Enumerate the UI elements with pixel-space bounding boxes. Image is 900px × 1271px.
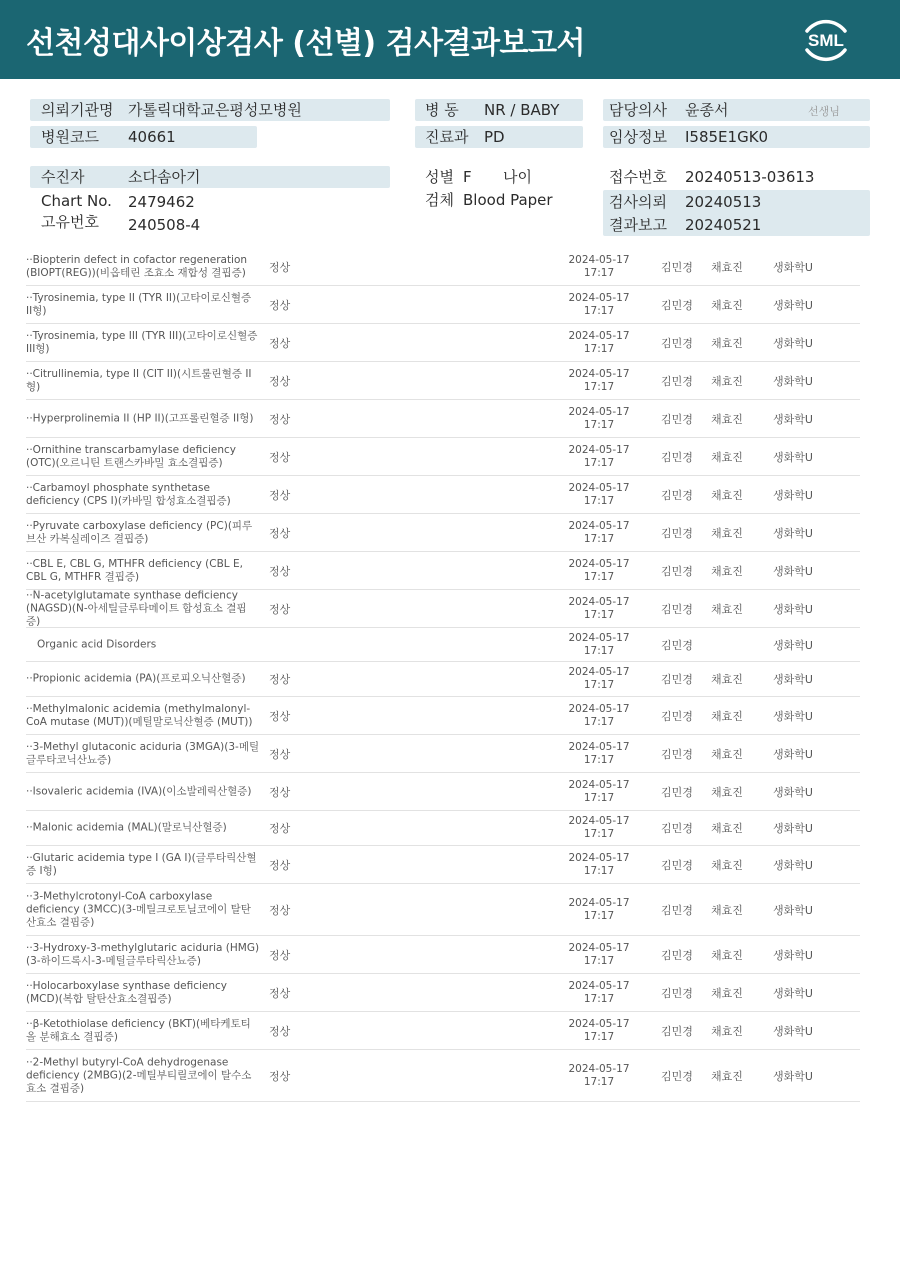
test-name: ··Ornithine transcarbamylase deficiency (OTC)(오르니틴 트랜스카바밀 효소결핍증) [26,443,236,469]
reviewer-name: 채효진 [711,564,743,578]
test-datetime [563,1063,635,1089]
test-date: 2024-05-17 [568,557,630,570]
test-datetime [563,703,635,729]
receipt-label: 접수번호 [609,168,667,186]
test-date: 2024-05-17 [568,481,630,494]
test-result: 정상 [269,602,291,616]
doctor-suffix: 선생님 [808,105,840,118]
test-section: 생화학U [773,450,813,464]
reviewer-name: 채효진 [711,709,743,723]
test-name: ··Isovaleric acidemia (IVA)(이소발레릭산혈증) [26,785,252,797]
table-row [26,248,860,286]
unique-label: 고유번호 [41,213,99,231]
test-name: ··Propionic acidemia (PA)(프로피오닉산혈증) [26,672,246,685]
table-row [26,697,860,735]
table-row [26,476,860,514]
sex-label: 성별 [425,168,454,186]
test-section: 생화학U [773,298,813,312]
test-time: 17:17 [583,418,615,431]
table-row [26,514,860,552]
report-value: 20240521 [685,216,762,234]
examiner-name: 김민경 [661,673,693,686]
table-row [26,662,860,697]
reviewer-name: 채효진 [711,412,743,426]
receipt-value: 20240513-03613 [685,168,815,186]
test-datetime [563,897,635,923]
test-datetime [563,558,635,584]
table-row [26,286,860,324]
test-date: 2024-05-17 [568,443,630,456]
test-date: 2024-05-17 [568,778,630,791]
test-time: 17:17 [583,456,615,469]
test-section: 생화학U [773,526,813,540]
test-datetime [563,596,635,622]
test-name: ··Hyperprolinemia II (HP II)(고프롤린혈증 II형) [26,412,254,424]
test-time: 17:17 [583,753,615,766]
examiner-name: 김민경 [661,564,693,578]
test-datetime [563,368,635,394]
test-datetime [563,779,635,805]
test-date: 2024-05-17 [568,519,630,532]
examiner-name: 김민경 [661,450,693,464]
table-row [26,773,860,811]
test-result: 정상 [269,673,291,686]
test-section: 생화학U [773,336,813,350]
test-section: 생화학U [773,673,813,686]
table-row [26,1050,860,1102]
examiner-name: 김민경 [661,374,693,388]
hospital-code-label: 병원코드 [41,128,99,146]
test-name: ··Tyrosinemia, type III (TYR III)(고타이로신혈증 III형) [26,329,258,355]
examiner-name: 김민경 [661,526,693,540]
test-datetime [563,520,635,546]
test-result: 정상 [269,298,291,312]
test-section: 생화학U [773,822,813,835]
age-label: 나이 [503,168,532,186]
sml-logo [799,13,853,67]
test-name: ··Citrullinemia, type II (CIT II)(시트룰린혈증 II형) [26,367,252,393]
test-result: 정상 [269,564,291,578]
test-time: 17:17 [583,791,615,804]
test-result: 정상 [269,260,291,274]
results-table [26,248,860,1102]
test-date: 2024-05-17 [568,740,630,753]
examiner-name: 김민경 [661,1024,693,1038]
test-section: 생화학U [773,747,813,761]
examiner-name: 김민경 [661,1069,693,1083]
test-name: ··Malonic acidemia (MAL)(말로닉산혈증) [26,821,227,834]
chart-value: 2479462 [128,193,195,211]
reviewer-name: 채효진 [711,986,743,1000]
specimen-value: Blood Paper [463,191,553,209]
examiner-name: 김민경 [661,785,693,799]
test-date: 2024-05-17 [568,291,630,304]
examiner-name: 김민경 [661,488,693,502]
test-time: 17:17 [583,992,615,1005]
ward-label: 병 동 [425,101,459,119]
reviewer-name: 채효진 [711,673,743,686]
test-result: 정상 [269,336,291,350]
request-label: 검사의뢰 [609,193,667,211]
test-result: 정상 [269,374,291,388]
test-time: 17:17 [583,266,615,279]
reviewer-name: 채효진 [711,336,743,350]
test-datetime [563,330,635,356]
test-result: 정상 [269,948,291,962]
table-row [26,324,860,362]
patient-label: 수진자 [41,168,85,186]
test-date: 2024-05-17 [568,367,630,380]
test-time: 17:17 [583,342,615,355]
sex-value: F [463,168,472,186]
test-section: 생화학U [773,564,813,578]
test-date: 2024-05-17 [568,329,630,342]
reviewer-name: 채효진 [711,298,743,312]
table-row [26,400,860,438]
test-name: ··Tyrosinemia, type II (TYR II)(고타이로신혈증 II형) [26,291,252,317]
test-name: ··2-Methyl butyryl-CoA dehydrogenase deficiency (2MBG)(2-메틸부티릴코에이 탈수소효소 결핍증) [26,1056,252,1094]
logo-text: SML [808,31,844,50]
test-datetime [563,482,635,508]
test-result: 정상 [269,1024,291,1038]
test-result: 정상 [269,747,291,761]
test-time: 17:17 [583,380,615,393]
dept-value: PD [484,128,505,146]
test-time: 17:17 [583,532,615,545]
test-result: 정상 [269,822,291,835]
test-section: 생화학U [773,709,813,723]
test-section: 생화학U [773,1024,813,1038]
reviewer-name: 채효진 [711,858,743,872]
unique-value: 240508-4 [128,216,201,234]
table-row [26,552,860,590]
test-datetime [563,852,635,878]
test-name: ··Holocarboxylase synthase deficiency (MCD)(복합 탈탄산효소결핍증) [26,979,228,1005]
examiner-name: 김민경 [661,903,693,917]
reviewer-name: 채효진 [711,785,743,799]
reviewer-name: 채효진 [711,1069,743,1083]
clinical-value: I585E1GK0 [685,128,769,146]
test-name: ··3-Methyl glutaconic aciduria (3MGA)(3-메틸글루타코닉산뇨증) [26,740,260,766]
examiner-name: 김민경 [661,336,693,350]
table-row [26,590,860,628]
examiner-name: 김민경 [661,298,693,312]
test-date: 2024-05-17 [568,595,630,608]
clinical-label: 임상정보 [609,128,667,146]
test-section: 생화학U [773,858,813,872]
table-row [26,846,860,884]
test-name: Organic acid Disorders [37,638,157,650]
test-result: 정상 [269,526,291,540]
test-name: ··Carbamoyl phosphate synthetase deficiency (CPS I)(카바밀 합성효소결핍증) [26,481,231,507]
specimen-label: 검체 [425,191,454,209]
test-name: ··CBL E, CBL G, MTHFR deficiency (CBL E, CBL G, MTHFR 결핍증) [26,557,243,583]
test-result: 정상 [269,903,291,917]
test-section: 생화학U [773,986,813,1000]
reviewer-name: 채효진 [711,488,743,502]
test-section: 생화학U [773,903,813,917]
test-section: 생화학U [773,1069,813,1083]
examiner-name: 김민경 [661,638,693,652]
test-time: 17:17 [583,644,615,657]
test-datetime [563,254,635,280]
reviewer-name: 채효진 [711,450,743,464]
test-time: 17:17 [583,679,615,691]
examiner-name: 김민경 [661,948,693,962]
test-time: 17:17 [583,570,615,583]
test-datetime [563,815,635,841]
doctor-value: 윤종서 [685,101,729,119]
reviewer-name: 채효진 [711,747,743,761]
ward-value: NR / BABY [484,101,560,119]
test-section: 생화학U [773,638,813,652]
test-section: 생화학U [773,948,813,962]
test-name: ··3-Methylcrotonyl-CoA carboxylase deficiency (3MCC)(3-메틸크로토닐코에이 탈탄산효소 결핍증) [26,890,251,928]
reviewer-name: 채효진 [711,1024,743,1038]
test-time: 17:17 [583,1030,615,1043]
examiner-name: 김민경 [661,747,693,761]
reviewer-name: 채효진 [711,822,743,835]
test-name: ··Glutaric acidemia type I (GA I)(글루타릭산혈증 I형) [26,851,257,877]
examiner-name: 김민경 [661,412,693,426]
test-name: ··N-acetylglutamate synthase deficiency (NAGSD)(N-아세틸글루타메이트 합성효소 결핍증) [26,589,247,627]
test-section: 생화학U [773,412,813,426]
examiner-name: 김민경 [661,602,693,616]
test-time: 17:17 [583,954,615,967]
test-section: 생화학U [773,785,813,799]
table-row [26,884,860,936]
report-header [0,0,900,79]
test-date: 2024-05-17 [568,851,630,864]
test-time: 17:17 [583,909,615,922]
test-result: 정상 [269,986,291,1000]
request-value: 20240513 [685,193,762,211]
test-time: 17:17 [583,608,615,621]
examiner-name: 김민경 [661,858,693,872]
test-time: 17:17 [583,304,615,317]
reviewer-name: 채효진 [711,948,743,962]
test-datetime [563,444,635,470]
test-datetime [563,632,635,658]
table-row [26,438,860,476]
test-result: 정상 [269,785,291,799]
examiner-name: 김민경 [661,709,693,723]
test-section: 생화학U [773,602,813,616]
report-title: 선천성대사이상검사 (선별) 검사결과보고서 [26,26,585,61]
table-row [26,628,860,662]
test-section: 생화학U [773,488,813,502]
test-date: 2024-05-17 [568,702,630,715]
test-result: 정상 [269,709,291,723]
test-datetime [563,1018,635,1044]
test-date: 2024-05-17 [568,896,630,909]
test-date: 2024-05-17 [568,815,630,827]
test-time: 17:17 [583,1075,615,1088]
test-result: 정상 [269,858,291,872]
test-date: 2024-05-17 [568,666,630,678]
table-row [26,974,860,1012]
test-result: 정상 [269,412,291,426]
test-date: 2024-05-17 [568,979,630,992]
test-name: ··Biopterin defect in cofactor regeneration (BIOPT(REG))(비옵테린 조효소 재합성 결핍증) [26,253,248,279]
institution-value: 가톨릭대학교은평성모병원 [128,101,302,119]
test-name: ··3-Hydroxy-3-methylglutaric aciduria (HMG)(3-하이드록시-3-메틸글루타릭산뇨증) [26,941,260,967]
reviewer-name: 채효진 [711,602,743,616]
dept-label: 진료과 [425,128,469,146]
table-row [26,1012,860,1050]
table-row [26,362,860,400]
test-time: 17:17 [583,715,615,728]
test-date: 2024-05-17 [568,631,630,644]
reviewer-name: 채효진 [711,903,743,917]
test-name: ··Pyruvate carboxylase deficiency (PC)(피루브산 카복실레이즈 결핍증) [26,519,253,545]
test-date: 2024-05-17 [568,1017,630,1030]
patient-value: 소다솜아기 [128,168,201,186]
reviewer-name: 채효진 [711,260,743,274]
test-date: 2024-05-17 [568,405,630,418]
test-name: ··β-Ketothiolase deficiency (BKT)(베타케토티올 분해효소 결핍증) [26,1017,251,1043]
test-datetime [563,741,635,767]
test-time: 17:17 [583,828,615,840]
table-row [26,811,860,846]
examiner-name: 김민경 [661,986,693,1000]
test-datetime [563,292,635,318]
doctor-label: 담당의사 [609,101,667,119]
test-result: 정상 [269,450,291,464]
test-result: 정상 [269,1069,291,1083]
test-date: 2024-05-17 [568,253,630,266]
chart-label: Chart No. [41,192,112,210]
table-row [26,735,860,773]
report-label: 결과보고 [609,216,667,234]
test-result: 정상 [269,488,291,502]
test-datetime [563,980,635,1006]
examiner-name: 김민경 [661,260,693,274]
examiner-name: 김민경 [661,822,693,835]
table-row [26,936,860,974]
test-name: ··Methylmalonic acidemia (methylmalonyl-CoA mutase (MUT))(메틸말로닉산혈증 (MUT)) [26,702,253,728]
test-date: 2024-05-17 [568,941,630,954]
test-time: 17:17 [583,494,615,507]
institution-label: 의뢰기관명 [41,101,114,119]
reviewer-name: 채효진 [711,526,743,540]
test-date: 2024-05-17 [568,1062,630,1075]
test-datetime [563,942,635,968]
reviewer-name: 채효진 [711,374,743,388]
hospital-code-value: 40661 [128,128,176,146]
test-time: 17:17 [583,864,615,877]
test-datetime [563,406,635,432]
test-datetime [563,666,635,692]
test-section: 생화학U [773,260,813,274]
test-section: 생화학U [773,374,813,388]
